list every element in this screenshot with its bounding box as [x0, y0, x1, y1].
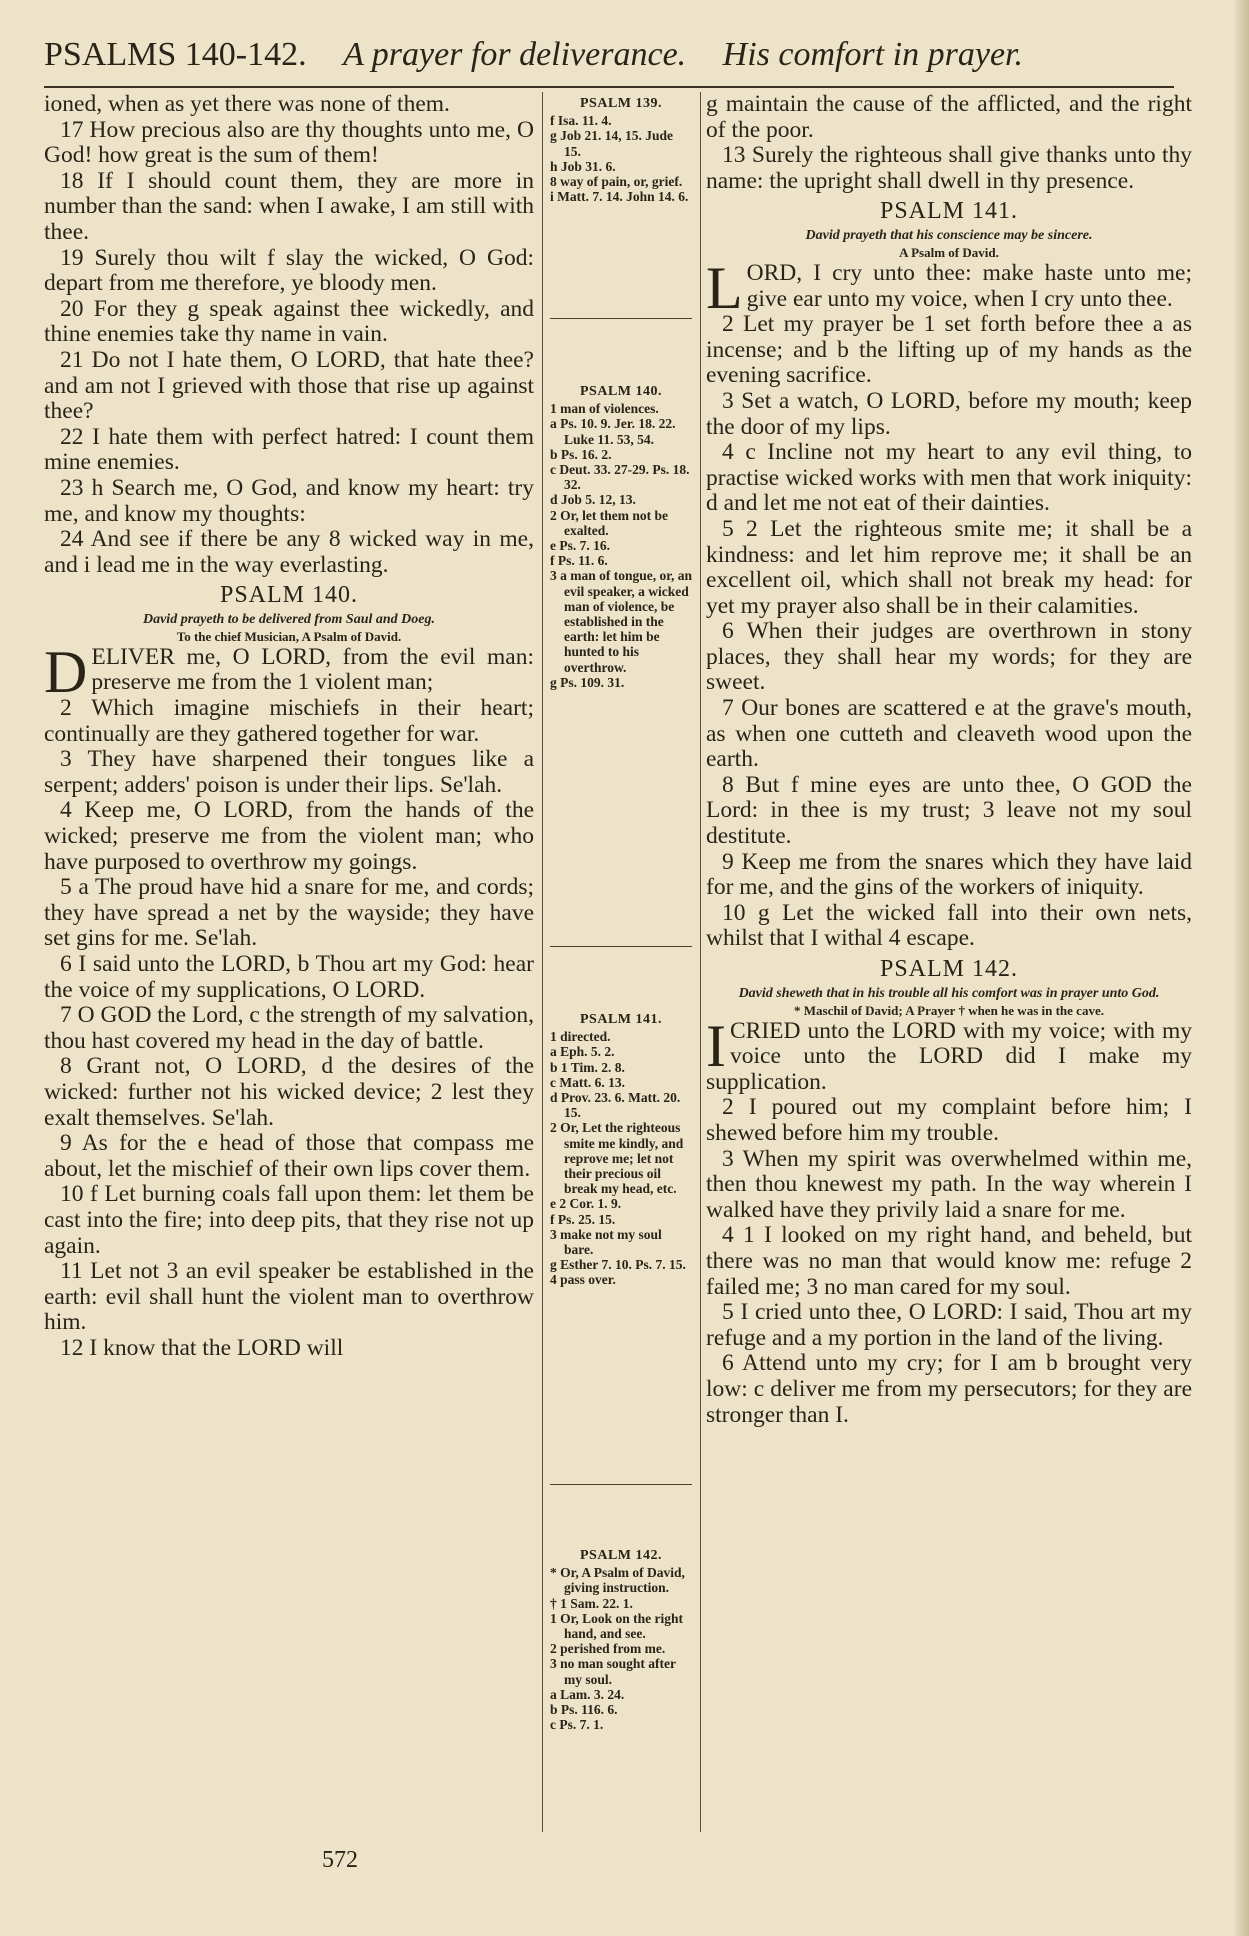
verse: 7 O GOD the Lord, c the strength of my salvation, thou hast covered my head in the day of battle.	[44, 1002, 534, 1054]
dropcap: I	[706, 1012, 726, 1079]
note-item: i Matt. 7. 14. John 14. 6.	[550, 189, 689, 205]
notes-heading: PSALM 139.	[580, 96, 662, 111]
note-item: 1 Or, Look on the right hand, and see.	[550, 1610, 684, 1642]
running-header	[44, 36, 1184, 80]
page-edge	[1235, 0, 1249, 1936]
note-item: g Job 21. 14, 15. Jude 15.	[550, 128, 674, 159]
notes-heading: PSALM 142.	[580, 1548, 662, 1563]
verse: 4 Keep me, O LORD, from the hands of the wicked; preserve me from the violent man; who have purposed to overthrow my goings.	[44, 797, 534, 875]
notes-heading: PSALM 141.	[580, 1012, 662, 1027]
note-item: a Lam. 3. 24.	[550, 1686, 625, 1702]
verse: ioned, when as yet there was none of them.	[44, 91, 450, 117]
verse: 9 Keep me from the snares which they have laid for me, and the gins of the workers of iniquity.	[706, 848, 1192, 901]
psalm-142-title: PSALM 142.	[879, 956, 1019, 982]
psalm-140-superscription: To the chief Musician, A Psalm of David.	[176, 628, 402, 644]
verse: 24 And see if there be any 8 wicked way in me, and i lead me in the way everlasting.	[44, 526, 534, 578]
verse: 6 When their judges are overthrown in stony places, they shall hear my words; for they are sweet.	[706, 618, 1192, 696]
verse: 9 As for the e head of those that compass me about, let the mischief of their own lips cover them.	[44, 1130, 534, 1182]
psalm-141-verses	[706, 312, 1192, 952]
verse: g maintain the cause of the afflicted, and the right of the poor.	[706, 91, 1192, 143]
notes-psalm-141	[550, 1012, 692, 1288]
note-item: c Deut. 33. 27-29. Ps. 18. 32.	[550, 462, 690, 493]
note-item: 8 way of pain, or, grief.	[550, 174, 683, 190]
verse: 5 I cried unto thee, O LORD: I said, Thou art my refuge and a my portion in the land of the living.	[706, 1299, 1192, 1351]
verse: 11 Let not 3 an evil speaker be established in the earth: evil shall hunt the violent man to overthrow him.	[44, 1258, 534, 1336]
verse-text: unto the LORD with my voice; with my voice unto the LORD did I make my supplication.	[706, 1017, 1193, 1095]
verse: 2 I poured out my complaint before him; I shewed before him my trouble.	[706, 1094, 1192, 1146]
header-topic-comfort: His comfort in prayer.	[722, 36, 1023, 73]
psalm-142-superscription: * Maschil of David; A Prayer † when he was in the cave.	[794, 1002, 1104, 1018]
verse: 10 f Let burning coals fall upon them: let them be cast into the fire; into deep pits, that they rise not up again.	[44, 1181, 534, 1259]
note-item: 2 Or, Let the righteous smite me kindly, and reprove me; let not their precious oil break my head, etc.	[550, 1120, 684, 1197]
verse: 21 Do not I hate them, O LORD, that hate thee? and am not I grieved with those that rise up against thee?	[44, 346, 534, 425]
running-title: PSALMS 140-142.	[44, 36, 307, 73]
verse: 8 Grant not, O LORD, d the desires of the wicked: further not his wicked device; 2 lest they exalt themselves. Se'lah.	[44, 1053, 534, 1131]
psalm-141-description: David prayeth that his conscience may be sincere.	[805, 227, 1093, 243]
column-divider-right	[700, 92, 701, 1832]
note-item: a Eph. 5. 2.	[550, 1044, 615, 1060]
note-item: 3 make not my soul bare.	[550, 1226, 662, 1258]
verse: 2 Which imagine mischiefs in their heart; continually are they gathered together for war.	[44, 695, 534, 747]
note-item: 1 directed.	[550, 1029, 611, 1045]
psalm-140-continued	[706, 92, 1192, 194]
note-item: e 2 Cor. 1. 9.	[550, 1196, 622, 1212]
verse: 17 How precious also are thy thoughts unto me, O God! how great is the sum of them!	[44, 116, 534, 169]
note-item: b Ps. 116. 6.	[550, 1702, 618, 1718]
header-topic-deliverance: A prayer for deliverance.	[343, 36, 687, 73]
notes-psalm-140	[550, 384, 692, 690]
verse: 2 Let my prayer be 1 set forth before thee a as incense; and b the lifting up of my hands as the evening sacrifice.	[706, 311, 1192, 389]
verse-text: me, O LORD, from the evil man: preserve me from the 1 violent man;	[91, 643, 534, 696]
verse: 3 They have sharpened their tongues like a serpent; adders' poison is under their lips. Se'lah.	[44, 746, 534, 798]
column-divider-left	[542, 92, 543, 1832]
psalm-140-verses	[44, 696, 534, 1361]
verse: 22 I hate them with perfect hatred: I count them mine enemies.	[44, 423, 534, 476]
psalm-142-description: David sheweth that in his trouble all his comfort was in prayer unto God.	[738, 985, 1160, 1001]
verse: 12 I know that the LORD will	[60, 1334, 344, 1361]
note-item: d Job 5. 12, 13.	[550, 492, 636, 508]
notes-rule-3	[550, 1484, 692, 1485]
verse: 8 But f mine eyes are unto thee, O GOD the Lord: in thee is my trust; 3 leave not my soul destitute.	[706, 771, 1192, 850]
verse: 10 g Let the wicked fall into their own nets, whilst that I withal 4 escape.	[706, 899, 1192, 952]
verse: 18 If I should count them, they are more in number than the sand: when I awake, I am still with thee.	[44, 167, 534, 245]
first-word: CRIED	[729, 1017, 801, 1044]
verse: 7 Our bones are scattered e at the grave's mouth, as when one cutteth and cleaveth wood upon the earth.	[706, 695, 1192, 773]
verse: 3 When my spirit was overwhelmed within me, then thou knewest my path. In the way wherein I walked have they privily laid a snare for me.	[706, 1145, 1192, 1223]
note-item: e Ps. 7. 16.	[550, 538, 610, 554]
page-number: 572	[322, 1847, 358, 1873]
verse: 5 a The proud have hid a snare for me, and cords; they have spread a net by the wayside; they have set gins for me. Se'lah.	[44, 874, 534, 952]
note-item: h Job 31. 6.	[550, 158, 616, 174]
psalm-140-description: David prayeth to be delivered from Saul and Doeg.	[142, 611, 436, 627]
notes-psalm-142	[550, 1548, 692, 1732]
note-item: 2 Or, let them not be exalted.	[550, 507, 668, 538]
note-item: 3 a man of tongue, or, an evil speaker, a wicked man of violence, be established in the earth: let him be hunted to his overthrow.	[550, 568, 693, 675]
notes-psalm-139	[550, 96, 692, 204]
note-item: c Ps. 7. 1.	[550, 1717, 604, 1733]
right-text-column	[706, 92, 1192, 1428]
psalm-142-verse-1	[706, 1012, 1193, 1096]
note-item: f Ps. 11. 6.	[550, 553, 608, 569]
notes-rule-2	[550, 946, 692, 947]
note-item: a Ps. 10. 9. Jer. 18. 22. Luke 11. 53, 54.	[550, 416, 676, 447]
note-item: 2 perished from me.	[550, 1641, 666, 1657]
note-item: * Or, A Psalm of David, giving instruction.	[550, 1565, 685, 1596]
verse: 19 Surely thou wilt f slay the wicked, O God: depart from me therefore, ye bloody men.	[44, 244, 534, 297]
dropcap: L	[706, 254, 743, 321]
psalm-142-verses	[706, 1095, 1192, 1428]
psalm-141-title: PSALM 141.	[879, 198, 1019, 225]
psalm-139-verses	[44, 92, 534, 578]
verse: 3 Set a watch, O LORD, before my mouth; keep the door of my lips.	[706, 387, 1192, 440]
note-item: c Matt. 6. 13.	[550, 1074, 625, 1090]
note-item: 3 no man sought after my soul.	[550, 1656, 676, 1687]
verse: 13 Surely the righteous shall give thanks unto thy name: the upright shall dwell in thy presence.	[706, 142, 1192, 194]
note-item: g Ps. 109. 31.	[550, 674, 625, 690]
verse: 23 h Search me, O God, and know my heart: try me, and know my thoughts:	[44, 474, 534, 527]
header-rule	[44, 86, 1174, 88]
psalm-141-verse-1	[706, 254, 1192, 321]
verse: 4 c Incline not my heart to any evil thing, to practise wicked works with men that work iniquity: d and let me not eat of their dainties.	[706, 439, 1192, 517]
notes-column	[550, 96, 692, 204]
verse: 20 For they g speak against thee wickedly, and thine enemies take thy name in vain.	[44, 295, 534, 348]
note-item: f Isa. 11. 4.	[550, 113, 612, 129]
note-item: f Ps. 25. 15.	[550, 1211, 616, 1227]
verse-text: , I cry unto thee: make haste unto me; give ear unto my voice, when I cry unto thee.	[746, 259, 1192, 312]
note-item: 4 pass over.	[550, 1272, 616, 1288]
notes-heading: PSALM 140.	[580, 384, 662, 399]
note-item: 1 man of violences.	[550, 401, 659, 417]
first-word: ORD	[746, 259, 797, 286]
verse: 6 I said unto the LORD, b Thou art my God: hear the voice of my supplications, O LORD.	[44, 951, 534, 1003]
first-word: ELIVER	[91, 643, 175, 670]
verse: 4 1 I looked on my right hand, and beheld, but there was no man that would know me: refuge 2 failed me; 3 no man cared for my soul.	[706, 1222, 1192, 1300]
left-text-column	[44, 92, 534, 1362]
verse: 6 Attend unto my cry; for I am b brought very low: c deliver me from my persecutors; for they are stronger than I.	[706, 1350, 1192, 1428]
note-item: b Ps. 16. 2.	[550, 446, 612, 462]
psalm-140-title: PSALM 140.	[219, 582, 359, 609]
note-item: g Esther 7. 10. Ps. 7. 15.	[550, 1257, 686, 1273]
psalm-141-superscription: A Psalm of David.	[899, 244, 999, 260]
dropcap: D	[44, 638, 88, 705]
notes-rule-1	[550, 318, 692, 319]
note-item: b 1 Tim. 2. 8.	[550, 1059, 625, 1075]
verse: 5 2 Let the righteous smite me; it shall be a kindness: and let him reprove me; it shall be an excellent oil, which shall not break my head: for yet my prayer also shall be in their calamities.	[706, 515, 1192, 619]
note-item: d Prov. 23. 6. Matt. 20. 15.	[550, 1090, 681, 1121]
psalm-140-verse-1	[44, 638, 534, 705]
note-item: † 1 Sam. 22. 1.	[550, 1595, 633, 1611]
